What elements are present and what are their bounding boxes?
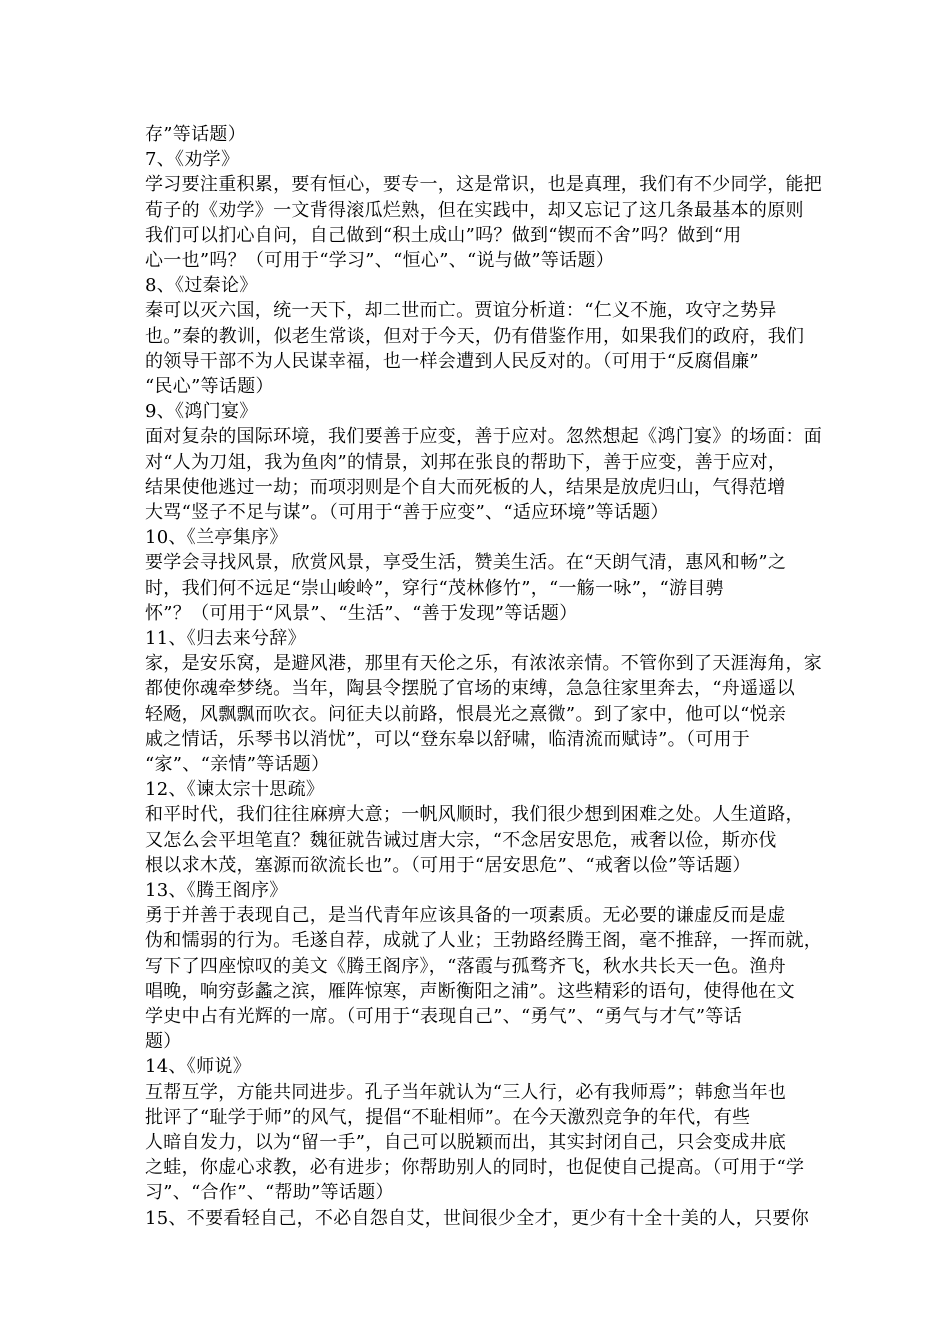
text-line: 大骂“竖子不足与谋”。（可用于“善于应变”、“适应环境”等话题）	[145, 502, 669, 523]
text-line: 8、《过秦论》	[145, 275, 258, 297]
text-line: 面对复杂的国际环境，我们要善于应变，善于应对。忽然想起《鸿门宴》的场面：面	[145, 426, 823, 448]
text-line: 要学会寻找风景，欣赏风景，享受生活，赞美生活。在“天朗气清，惠风和畅”之	[145, 552, 787, 574]
text-line: 人暗自发力，以为“留一手”，自己可以脱颖而出，其实封闭自己，只会变成井底	[145, 1132, 787, 1153]
text-line: 伪和懦弱的行为。毛遂自荐，成就了人业；王勃路经腾王阁，毫不推辞，一挥而就，	[145, 930, 823, 952]
text-line: 的领导干部不为人民谋幸福，也一样会遭到人民反对的。（可用于“反腐倡廉”	[145, 350, 759, 372]
text-line: 都使你魂牵梦绕。当年，陶县令摆脱了官场的束缚，急急往家里奔去，“舟遥遥以	[145, 678, 795, 700]
text-line: 15、不要看轻自己，不必自怨自艾，世间很少全才，更少有十全十美的人，只要你	[145, 1207, 810, 1229]
text-line: 之蛙，你虚心求教，必有进步；你帮助别人的同时，也促使自己提高。（可用于“学	[145, 1157, 805, 1179]
text-line: 7、《劝学》	[145, 149, 240, 171]
text-line: 也。”秦的教训，似老生常谈，但对于今天，仍有借鉴作用，如果我们的政府，我们	[145, 325, 805, 347]
text-line: 家，是安乐窝，是避风港，那里有天伦之乐，有浓浓亲情。不管你到了天涯海角，家	[145, 653, 823, 675]
text-line: 对“人为刀俎，我为鱼肉”的情景，刘邦在张良的帮助下，善于应变，善于应对，	[145, 451, 787, 473]
text-line: 存”等话题）	[145, 124, 247, 145]
text-line: 12、《谏太宗十思疏》	[145, 779, 325, 801]
text-line: 根以求木茂，塞源而欲流长也”。（可用于“居安思危”、“戒奢以俭”等话题）	[145, 854, 751, 876]
text-line: 题）	[145, 1031, 182, 1053]
text-line: 怀”？（可用于“风景”、“生活”、“善于发现”等话题）	[145, 602, 578, 624]
text-line: 结果使他逃过一劫；而项羽则是个自大而死板的人，结果是放虎归山，气得范增	[145, 476, 786, 498]
text-line: 学习要注重积累，要有恒心，要专一，这是常识，也是真理，我们有不少同学，能把	[145, 174, 823, 196]
text-line: 11、《归去来兮辞》	[145, 628, 306, 649]
text-line: 批评了“耻学于师”的风气，提倡“不耻相师”。在今天激烈竞争的年代，有些	[145, 1106, 751, 1128]
text-line: 学史中占有光辉的一席。（可用于“表现自己”、“勇气”、“勇气与才气”等话	[145, 1006, 743, 1027]
text-line: 14、《师说》	[145, 1056, 252, 1078]
text-line: 和平时代，我们往往麻痹大意；一帆风顺时，我们很少想到困难之处。人生道路，	[145, 804, 804, 826]
text-line: 秦可以灭六国，统一天下，却二世而亡。贾谊分析道：“仁义不施，攻守之势异	[145, 300, 777, 322]
text-line: 习”、“合作”、“帮助”等话题）	[145, 1182, 394, 1204]
text-line: 荀子的《劝学》一文背得滚瓜烂熟，但在实践中，却又忘记了这几条最基本的原则	[145, 199, 804, 221]
text-line: “家”、“亲情”等话题）	[145, 754, 330, 775]
text-line: 10、《兰亭集序》	[145, 527, 288, 549]
text-line: 写下了四座惊叹的美文《腾王阁序》，“落霞与孤骛齐飞，秋水共长天一色。渔舟	[145, 955, 786, 977]
text-line: 互帮互学，方能共同进步。孔子当年就认为“三人行，必有我师焉”；韩愈当年也	[145, 1081, 787, 1103]
text-line: 唱晚，响穷彭蠡之滨，雁阵惊寒，声断衡阳之浦”。这些精彩的语句，使得他在文	[145, 980, 795, 1002]
text-line: 9、《鸿门宴》	[145, 401, 258, 423]
text-line: 勇于并善于表现自己，是当代青年应该具备的一项素质。无必要的谦虚反而是虚	[145, 905, 786, 927]
text-line: “民心”等话题）	[145, 376, 274, 397]
text-line: 戚之情话，乐琴书以消忧”，可以“登东皋以舒啸，临清流而赋诗”。（可用于	[145, 728, 751, 750]
text-line: 轻飏，风飘飘而吹衣。问征夫以前路，恨晨光之熹微”。到了家中，他可以“悦亲	[145, 703, 787, 725]
text-line: 13、《腾王阁序》	[145, 880, 288, 901]
text-line: 时，我们何不远足“崇山峻岭”，穿行“茂林修竹”，“一觞一咏”，“游目骋	[145, 577, 724, 599]
text-line: 又怎么会平坦笔直？魏征就告诫过唐大宗，“不念居安思危，戒奢以俭，斯亦伐	[145, 829, 777, 851]
text-line: 心一也”吗？（可用于“学习”、“恒心”、“说与做”等话题）	[145, 250, 615, 271]
text-line: 我们可以扪心自问，自己做到“积土成山”吗？做到“锲而不舍”吗？做到“用	[145, 224, 742, 246]
